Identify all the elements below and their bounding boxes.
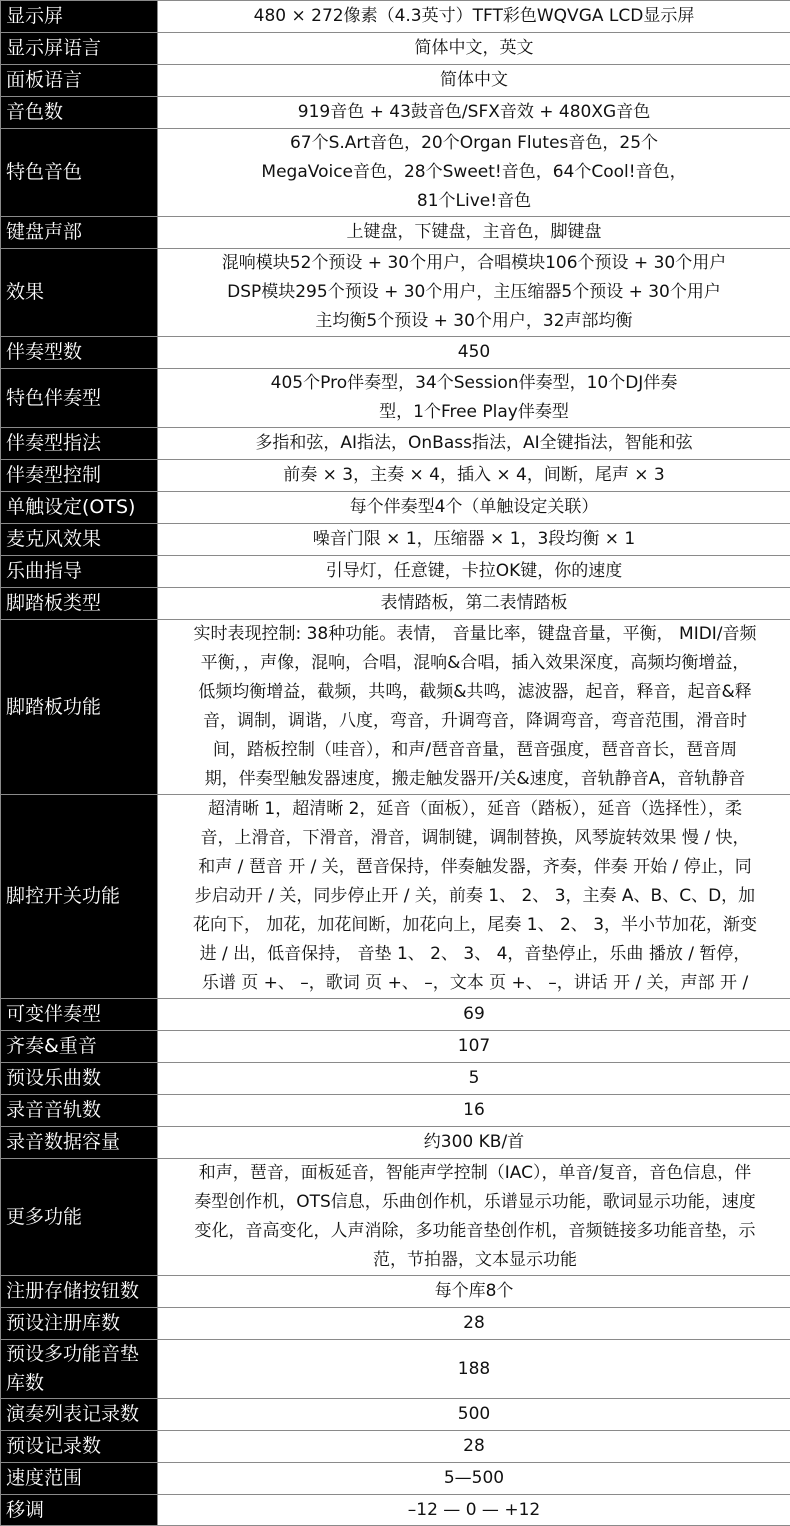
spec-row <box>1 1159 790 1276</box>
spec-value: 多指和弦，AI指法，OnBass指法，AI全键指法，智能和弦 <box>158 428 790 460</box>
spec-key: 注册存储按钮数 <box>1 1276 158 1308</box>
spec-value-line: 主均衡5个预设 + 30个用户，32声部均衡 <box>162 307 786 336</box>
spec-value: 500 <box>158 1399 790 1431</box>
spec-value-line: MegaVoice音色，28个Sweet!音色，64个Cool!音色， <box>162 158 786 187</box>
spec-row <box>1 337 790 369</box>
spec-value: 480 × 272像素（4.3英寸）TFT彩色WQVGA LCD显示屏 <box>158 1 790 33</box>
spec-row <box>1 1 790 33</box>
spec-value-line: 67个S.Art音色，20个Organ Flutes音色，25个 <box>162 129 786 158</box>
spec-row <box>1 1276 790 1308</box>
spec-row <box>1 1431 790 1463</box>
spec-value: 69 <box>158 999 790 1031</box>
spec-key: 预设记录数 <box>1 1431 158 1463</box>
spec-key: 齐奏&重音 <box>1 1031 158 1063</box>
spec-value: 前奏 × 3，主奏 × 4，插入 × 4，间断，尾声 × 3 <box>158 460 790 492</box>
spec-row <box>1 1063 790 1095</box>
spec-key: 显示屏 <box>1 1 158 33</box>
spec-value <box>158 249 790 337</box>
spec-value: 简体中文，英文 <box>158 33 790 65</box>
spec-value-line: 和声 / 琶音 开 / 关，琶音保持，伴奏触发器，齐奏，伴奏 开始 / 停止，同 <box>163 853 787 882</box>
spec-key: 伴奏型控制 <box>1 460 158 492</box>
spec-key: 速度范围 <box>1 1463 158 1495</box>
spec-key: 麦克风效果 <box>1 524 158 556</box>
spec-value <box>158 129 790 217</box>
spec-key: 脚控开关功能 <box>1 795 158 999</box>
spec-key: 音色数 <box>1 97 158 129</box>
spec-key: 单触设定(OTS) <box>1 492 158 524</box>
spec-key: 脚踏板功能 <box>1 620 158 795</box>
spec-key: 预设多功能音垫库数 <box>1 1340 158 1399</box>
spec-value <box>158 795 790 999</box>
spec-row <box>1 999 790 1031</box>
spec-value-line: 型，1个Free Play伴奏型 <box>162 398 786 427</box>
spec-row <box>1 524 790 556</box>
spec-value: 919音色 + 43鼓音色/SFX音效 + 480XG音色 <box>158 97 790 129</box>
spec-value: 噪音门限 × 1，压缩器 × 1，3段均衡 × 1 <box>158 524 790 556</box>
spec-value: 5 <box>158 1063 790 1095</box>
spec-row <box>1 1127 790 1159</box>
spec-value: 16 <box>158 1095 790 1127</box>
spec-value-line: 音，上滑音，下滑音，滑音，调制键，调制替换，风琴旋转效果 慢 / 快， <box>163 824 787 853</box>
spec-key: 脚踏板类型 <box>1 588 158 620</box>
spec-value-line: 低频均衡增益，截频，共鸣，截频&共鸣，滤波器，起音，释音，起音&释 <box>163 678 787 707</box>
spec-key: 键盘声部 <box>1 217 158 249</box>
spec-row <box>1 1340 790 1399</box>
spec-row <box>1 249 790 337</box>
spec-value: 上键盘，下键盘，主音色，脚键盘 <box>158 217 790 249</box>
spec-value-line: 进 / 出，低音保持， 音垫 1、 2、 3、 4，音垫停止，乐曲 播放 / 暂停， <box>163 940 787 969</box>
spec-row <box>1 65 790 97</box>
spec-value-line: 混响模块52个预设 + 30个用户，合唱模块106个预设 + 30个用户 <box>162 249 786 278</box>
spec-key: 录音数据容量 <box>1 1127 158 1159</box>
spec-value: 每个库8个 <box>158 1276 790 1308</box>
spec-row <box>1 620 790 795</box>
spec-key: 乐曲指导 <box>1 556 158 588</box>
spec-table-body <box>1 1 790 1526</box>
spec-key: 效果 <box>1 249 158 337</box>
spec-key: 录音音轨数 <box>1 1095 158 1127</box>
spec-value: 450 <box>158 337 790 369</box>
spec-row <box>1 369 790 428</box>
spec-value-line: 奏型创作机，OTS信息，乐曲创作机，乐谱显示功能，歌词显示功能，速度 <box>163 1188 787 1217</box>
spec-value: 表情踏板，第二表情踏板 <box>158 588 790 620</box>
spec-row <box>1 1095 790 1127</box>
spec-key: 特色伴奏型 <box>1 369 158 428</box>
spec-value-line: 和声，琶音，面板延音，智能声学控制（IAC），单音/复音，音色信息，伴 <box>163 1159 787 1188</box>
spec-value: 188 <box>158 1340 790 1399</box>
spec-key: 移调 <box>1 1495 158 1526</box>
spec-value-line: 81个Live!音色 <box>162 187 786 216</box>
spec-value: 28 <box>158 1431 790 1463</box>
spec-key: 预设注册库数 <box>1 1308 158 1340</box>
spec-value: 引导灯，任意键，卡拉OK键，你的速度 <box>158 556 790 588</box>
spec-row <box>1 795 790 999</box>
spec-row <box>1 97 790 129</box>
spec-key: 可变伴奏型 <box>1 999 158 1031</box>
spec-value-line: 变化，音高变化，人声消除，多功能音垫创作机，音频链接多功能音垫，示 <box>163 1217 787 1246</box>
spec-value-line: 花向下， 加花，加花间断，加花向上，尾奏 1、 2、 3，半小节加花，渐变 <box>163 911 787 940</box>
spec-value: –12 — 0 — +12 <box>158 1495 790 1526</box>
spec-value-line: 范，节拍器，文本显示功能 <box>163 1246 787 1275</box>
spec-value-line: 平衡，，声像，混响，合唱，混响&合唱，插入效果深度，高频均衡增益， <box>163 649 787 678</box>
spec-row <box>1 217 790 249</box>
spec-value-line: 超清晰 1，超清晰 2，延音（面板），延音（踏板），延音（选择性），柔 <box>163 795 787 824</box>
spec-row <box>1 1308 790 1340</box>
spec-key: 伴奏型数 <box>1 337 158 369</box>
spec-value-line: 期，伴奏型触发器速度，搬走触发器开/关&速度，音轨静音A，音轨静音 <box>163 765 787 794</box>
spec-key: 演奏列表记录数 <box>1 1399 158 1431</box>
spec-key: 预设乐曲数 <box>1 1063 158 1095</box>
spec-row <box>1 1031 790 1063</box>
spec-row <box>1 460 790 492</box>
spec-row <box>1 129 790 217</box>
spec-row <box>1 588 790 620</box>
spec-value <box>158 620 790 795</box>
spec-value-line: 405个Pro伴奏型，34个Session伴奏型，10个DJ伴奏 <box>162 369 786 398</box>
spec-key: 伴奏型指法 <box>1 428 158 460</box>
spec-value <box>158 369 790 428</box>
spec-row <box>1 1495 790 1526</box>
spec-row <box>1 33 790 65</box>
spec-row <box>1 556 790 588</box>
spec-value-line: 实时表现控制: 38种功能。表情， 音量比率，键盘音量，平衡， MIDI/音频 <box>163 620 787 649</box>
spec-key: 更多功能 <box>1 1159 158 1276</box>
spec-row <box>1 1463 790 1495</box>
spec-key: 特色音色 <box>1 129 158 217</box>
spec-value: 约300 KB/首 <box>158 1127 790 1159</box>
spec-value: 简体中文 <box>158 65 790 97</box>
spec-value-line: 间，踏板控制（哇音），和声/琶音音量，琶音强度，琶音音长，琶音周 <box>163 736 787 765</box>
spec-value <box>158 1159 790 1276</box>
spec-value: 每个伴奏型4个（单触设定关联） <box>158 492 790 524</box>
spec-row <box>1 428 790 460</box>
spec-value: 28 <box>158 1308 790 1340</box>
spec-row <box>1 492 790 524</box>
spec-key: 显示屏语言 <box>1 33 158 65</box>
spec-value: 107 <box>158 1031 790 1063</box>
spec-value-line: 步启动开 / 关，同步停止开 / 关，前奏 1、 2、 3，主奏 A、B、C、D，加 <box>163 882 787 911</box>
spec-value-line: 音，调制，调谐，八度，弯音，升调弯音，降调弯音，弯音范围，滑音时 <box>163 707 787 736</box>
spec-value: 5—500 <box>158 1463 790 1495</box>
spec-value-line: 乐谱 页 +、 –，歌词 页 +、 –，文本 页 +、 –，讲话 开 / 关，声部 开 / <box>163 969 787 998</box>
spec-key: 面板语言 <box>1 65 158 97</box>
spec-row <box>1 1399 790 1431</box>
spec-value-line: DSP模块295个预设 + 30个用户，主压缩器5个预设 + 30个用户 <box>162 278 786 307</box>
